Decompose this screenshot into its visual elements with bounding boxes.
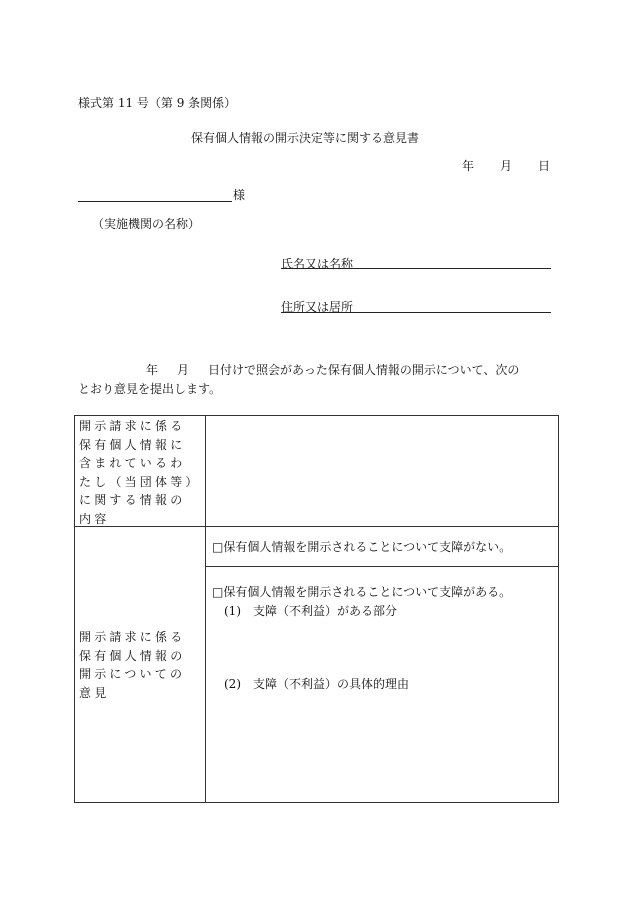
row2-label-line: 開示請求に係る xyxy=(79,630,186,644)
opinion-table xyxy=(74,415,559,803)
addressee-suffix: 様 xyxy=(233,188,246,202)
row1-label-line: 保有個人情報に xyxy=(79,437,186,452)
row2-label-cell xyxy=(75,527,206,803)
body-line2: とおり意見を提出します。 xyxy=(78,382,222,396)
body-month: 月 xyxy=(177,363,190,377)
row2-label-line: 保有個人情報の xyxy=(79,648,186,663)
row2-label-line: 意見 xyxy=(79,685,110,700)
row2-content-cell xyxy=(206,527,559,803)
body-line1: 日付けで照会があった保有個人情報の開示について、次の xyxy=(208,363,520,377)
date-month: 月 xyxy=(500,159,513,173)
option-no-objection[interactable]: □保有個人情報を開示されることについて支障がない。 xyxy=(212,540,512,554)
objection-reason: (2) 支障（不利益）の具体的理由 xyxy=(224,677,409,691)
row1-label-line: たし（当団体等） xyxy=(79,474,201,489)
form-number: 様式第 11 号（第 9 条関係） xyxy=(78,96,237,110)
name-field[interactable] xyxy=(281,268,551,269)
option-objection[interactable]: □保有個人情報を開示されることについて支障がある。 xyxy=(212,585,512,599)
address-field[interactable] xyxy=(281,312,551,313)
objection-part: (1) 支障（不利益）がある部分 xyxy=(224,604,397,618)
row1-label-line: に関する情報の xyxy=(79,493,186,507)
address-label: 住所又は居所 xyxy=(281,300,354,314)
row1-label-line: 含まれているわ xyxy=(79,456,186,470)
row1-label-line: 開示請求に係る xyxy=(79,419,186,433)
row1-label-cell xyxy=(75,416,206,527)
date-day: 日 xyxy=(538,159,551,173)
name-label: 氏名又は名称 xyxy=(281,257,354,271)
row1-label-line: 内容 xyxy=(79,511,110,526)
page-title: 保有個人情報の開示決定等に関する意見書 xyxy=(191,131,420,145)
row2-label-line: 開示についての xyxy=(79,667,186,681)
addressee-field[interactable] xyxy=(78,201,232,202)
option-divider xyxy=(206,566,558,567)
addressee-note: （実施機関の名称） xyxy=(92,217,201,231)
body-year: 年 xyxy=(146,363,159,377)
date-year: 年 xyxy=(462,159,475,173)
row1-content-cell[interactable] xyxy=(206,416,559,527)
